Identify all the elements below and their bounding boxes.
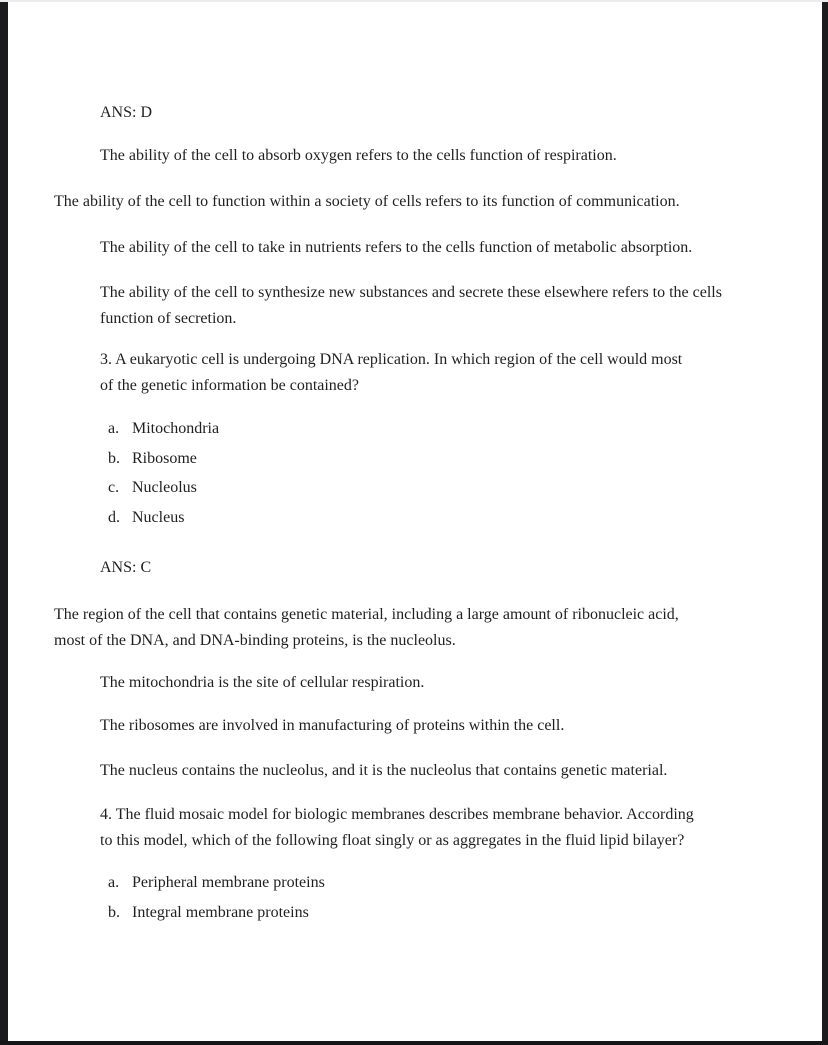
option-letter: a. <box>108 874 120 891</box>
q3-rationale-main-line1: The region of the cell that contains genetic material, including a large amount of ribonucleic acid, <box>54 606 679 623</box>
question-3-line1: 3. A eukaryotic cell is undergoing DNA replication. In which region of the cell would most <box>100 351 683 368</box>
option-letter: d. <box>108 509 120 526</box>
option-letter: c. <box>108 479 120 496</box>
question-4-line2: to this model, which of the following float singly or as aggregates in the fluid lipid bilayer? <box>100 832 685 849</box>
q3-rationale-ribosomes: The ribosomes are involved in manufacturing of proteins within the cell. <box>100 717 565 734</box>
frame-top-edge <box>0 0 828 2</box>
frame-left-edge <box>0 2 8 1041</box>
q3-rationale-mitochondria: The mitochondria is the site of cellular respiration. <box>100 674 425 691</box>
option-text: Mitochondria <box>132 420 220 437</box>
rationale-secretion-line2: function of secretion. <box>100 310 237 327</box>
option-letter: b. <box>108 904 120 921</box>
option-text: Nucleolus <box>132 479 197 496</box>
q3-option-d <box>108 505 184 531</box>
document-page <box>8 2 822 1041</box>
frame-bottom-edge <box>0 1041 828 1045</box>
question-4-line1: 4. The fluid mosaic model for biologic membranes describes membrane behavior. According <box>100 806 694 823</box>
option-letter: b. <box>108 450 120 467</box>
q4-option-a <box>108 870 325 896</box>
q4-option-b <box>108 900 309 926</box>
option-text: Integral membrane proteins <box>132 904 309 921</box>
rationale-respiration: The ability of the cell to absorb oxygen refers to the cells function of respiration. <box>100 147 617 164</box>
option-text: Peripheral membrane proteins <box>132 874 325 891</box>
question-3-text <box>100 347 682 399</box>
q3-rationale-main-line2: most of the DNA, and DNA-binding proteins, is the nucleolus. <box>54 632 456 649</box>
q3-rationale-main <box>54 602 679 654</box>
q3-option-b <box>108 446 197 472</box>
rationale-absorption: The ability of the cell to take in nutrients refers to the cells function of metabolic absorption. <box>100 239 693 256</box>
q3-rationale-nucleus: The nucleus contains the nucleolus, and it is the nucleolus that contains genetic material. <box>100 762 668 779</box>
option-text: Ribosome <box>132 450 197 467</box>
option-text: Nucleus <box>132 509 185 526</box>
rationale-secretion-line1: The ability of the cell to synthesize new substances and secrete these elsewhere refers to the cells <box>100 284 722 301</box>
answer-label-q2: ANS: D <box>100 104 153 121</box>
option-letter: a. <box>108 420 120 437</box>
answer-label-q3: ANS: C <box>100 559 152 576</box>
rationale-communication: The ability of the cell to function within a society of cells refers to its function of communication. <box>54 193 680 210</box>
question-4-text <box>100 802 694 854</box>
q3-option-a <box>108 416 219 442</box>
question-3-line2: of the genetic information be contained? <box>100 377 360 394</box>
frame-right-edge <box>822 2 828 1041</box>
rationale-secretion <box>100 280 722 332</box>
q3-option-c <box>108 475 197 501</box>
